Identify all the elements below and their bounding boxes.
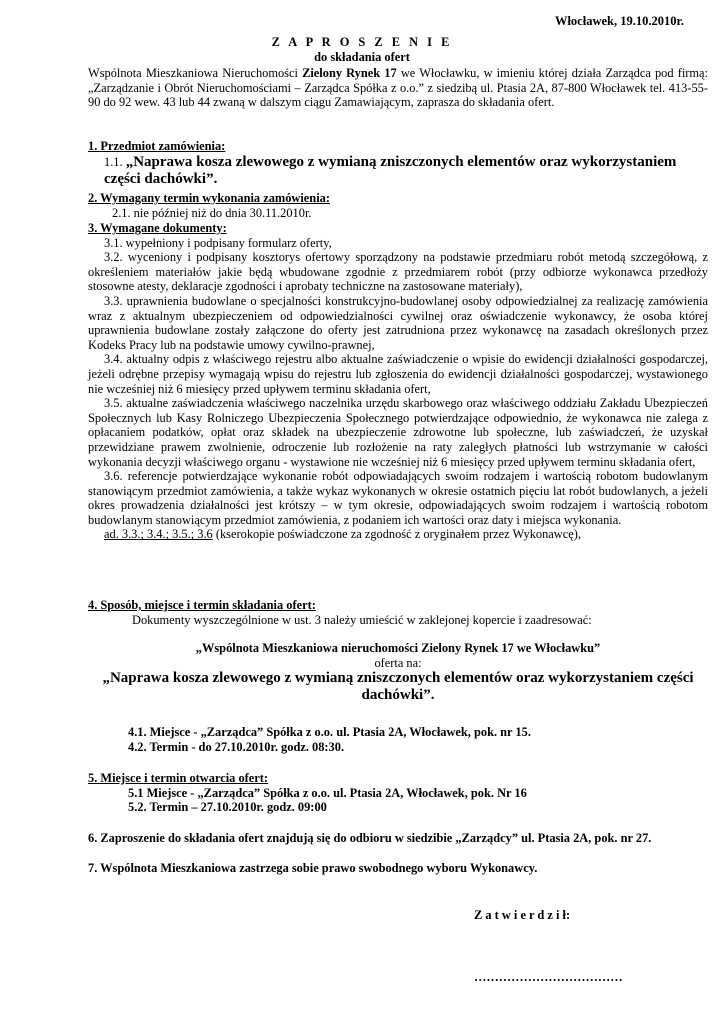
section-4-address-block — [88, 641, 708, 704]
section-4-subject: „Naprawa kosza zlewowego z wymianą zniszczonych elementów oraz wykorzystaniem części dachówki”. — [102, 670, 694, 704]
section-6: 6. Zaproszenie do składania ofert znajdują się do odbioru w siedzibie „Zarządcy” ul. Ptasia 2A, pok. nr 27. — [88, 831, 652, 845]
section-3-item-3: 3.3. uprawnienia budowlane o specjalności konstrukcyjno-budowlanej osoby odpowiedzialnej za realizację zamówienia wraz z aktualnym ubezpieczeniem od odpowiedzialności cywilnej oraz oświadczenie wykonawcy, że osoba której uprawnienia budowlane zostały załączone do oferty jest zatrudniona przez wykonawcę na zasadach określonych przez Kodeks Pracy lub na podstawie umowy cywilno-prawnej, — [88, 293, 708, 352]
section-4-address: „Wspólnota Mieszkaniowa nieruchomości Zielony Rynek 17 we Włocławku” — [195, 641, 601, 655]
document-title: Z A P R O S Z E N I E — [271, 35, 453, 49]
section-3-item-4: 3.4. aktualny odpis z właściwego rejestru albo aktualne zaświadczenie o wpisie do ewidencji działalności gospodarczej, jeżeli odrębne przepisy wymagają wpisu do rejestru lub zgłoszenia do ewidencji działalności gospodarczej, wystawionego nie wcześniej niż 6 miesięcy przed upływem terminu składania ofert, — [88, 352, 708, 396]
section-7: 7. Wspólnota Mieszkaniowa zastrzega sobie prawo swobodnego wyboru Wykonawcy. — [88, 861, 538, 875]
section-4-details — [88, 725, 708, 754]
section-1-item-text: „Naprawa kosza zlewowego z wymianą zniszczonych elementów oraz wykorzystaniem części dachówki”. — [104, 153, 677, 187]
section-3-note-text: (kserokopie poświadczone za zgodność z oryginałem przez Wykonawcę), — [212, 527, 581, 542]
intro-paragraph — [88, 66, 708, 110]
section-4-lead: Dokumenty wyszczególnione w ust. 3 należy umieścić w zaklejonej kopercie i zaadresować: — [132, 612, 592, 627]
document-date: Włocławek, 19.10.2010r. — [554, 14, 684, 28]
intro-text-1: Wspólnota Mieszkaniowa Nieruchomości — [88, 66, 303, 80]
section-3-note-ref: ad. 3.3.; 3.4.; 3.5.; 3.6 — [104, 527, 213, 542]
signature-line: ……………………………… — [474, 970, 623, 984]
section-3-item-5: 3.5. aktualne zaświadczenia właściwego naczelnika urzędu skarbowego oraz właściwego oddziału Zakładu Ubezpieczeń Społecznych lub Kasy Rolniczego Ubezpieczenia Społecznego potwierdzające odpowiednio, że wykonawca nie zalega z opłacaniem podatków, opłat oraz składek na ubezpieczenie zdrowotne lub społeczne, lub zaświadczeń, że uzyskał przewidziane prawem zwolnienie, odroczenie lub rozłożenie na raty zaległych płatności lub wstrzymanie w całości wykonania decyzji właściwego organu - wystawione nie wcześniej niż 6 miesięcy przed upływem terminu składania ofert, — [88, 396, 708, 469]
intro-text-2: we Włocławku, w imieniu której działa Zarządca pod firmą: „Zarządzanie i Obrót Nieruchomościami – Zarządca Spółka z o.o.” z siedzibą ul. Ptasia 2A, 87-800 Włocławek tel. 413-55-90 do 92 wew. 43 lub 44 zwaną w dalszym ciągu Zamawiającym, zaprasza do składania ofert. — [88, 66, 708, 110]
approval-label: Z a t w i e r d z i ł: — [474, 908, 571, 922]
section-4-place: 4.1. Miejsce - „Zarządca” Spółka z o.o. ul. Ptasia 2A, Włocławek, pok. nr 15. — [128, 725, 531, 739]
section-1-heading: 1. Przedmiot zamówienia: — [88, 139, 226, 153]
section-3-item-1: 3.1. wypełniony i podpisany formularz oferty, — [104, 235, 332, 250]
section-4 — [88, 598, 708, 627]
document-subtitle: do składania ofert — [314, 50, 410, 64]
section-3-item-2: 3.2. wyceniony i podpisany kosztorys ofertowy sporządzony na podstawie przedmiaru robót metodą szczegółową, z określeniem materiałów jakie będą wbudowane zgodnie z przedmiarem robót (przy odbiorze wykonawca przedłoży stosowne atesty, deklaracje zgodności i aprobaty techniczne na zastosowane materiały), — [88, 250, 708, 294]
section-2 — [88, 191, 708, 220]
section-5 — [88, 771, 708, 815]
section-1-item-num: 1.1. — [104, 154, 126, 169]
intro-property-name: Zielony Rynek 17 — [302, 66, 397, 80]
section-3-note — [88, 527, 708, 542]
section-4-offer-label: oferta na: — [374, 655, 422, 670]
section-1-item — [88, 154, 708, 188]
section-3-heading: 3. Wymagane dokumenty: — [88, 221, 227, 235]
section-3 — [88, 221, 708, 542]
section-3-item-6: 3.6. referencje potwierdzające wykonanie robót odpowiadających swoim rodzajem i wartością robotom budowlanym stanowiącym przedmiot zamówienia, a także wykaz wykonanych w okresie ostatnich pięciu lat robót budowlanych, a jeżeli okres prowadzenia działalności jest krótszy – w tym okresie, odpowiadających swoim rodzajem i wartością robotom budowlanym stanowiącym przedmiot zamówienia, z podaniem ich wartości oraz daty i miejsca wykonania. — [88, 469, 708, 527]
section-2-heading: 2. Wymagany termin wykonania zamówienia: — [88, 191, 330, 205]
section-4-deadline: 4.2. Termin - do 27.10.2010r. godz. 08:30. — [128, 739, 345, 754]
section-5-place: 5.1 Miejsce - „Zarządca” Spółka z o.o. ul. Ptasia 2A, Włocławek, pok. Nr 16 — [128, 785, 527, 800]
section-5-heading: 5. Miejsce i termin otwarcia ofert: — [88, 771, 269, 785]
section-5-time: 5.2. Termin – 27.10.2010r. godz. 09:00 — [128, 800, 327, 815]
section-4-heading: 4. Sposób, miejsce i termin składania ofert: — [88, 598, 316, 612]
section-1 — [88, 139, 708, 188]
section-2-item: 2.1. nie później niż do dnia 30.11.2010r. — [112, 205, 312, 220]
